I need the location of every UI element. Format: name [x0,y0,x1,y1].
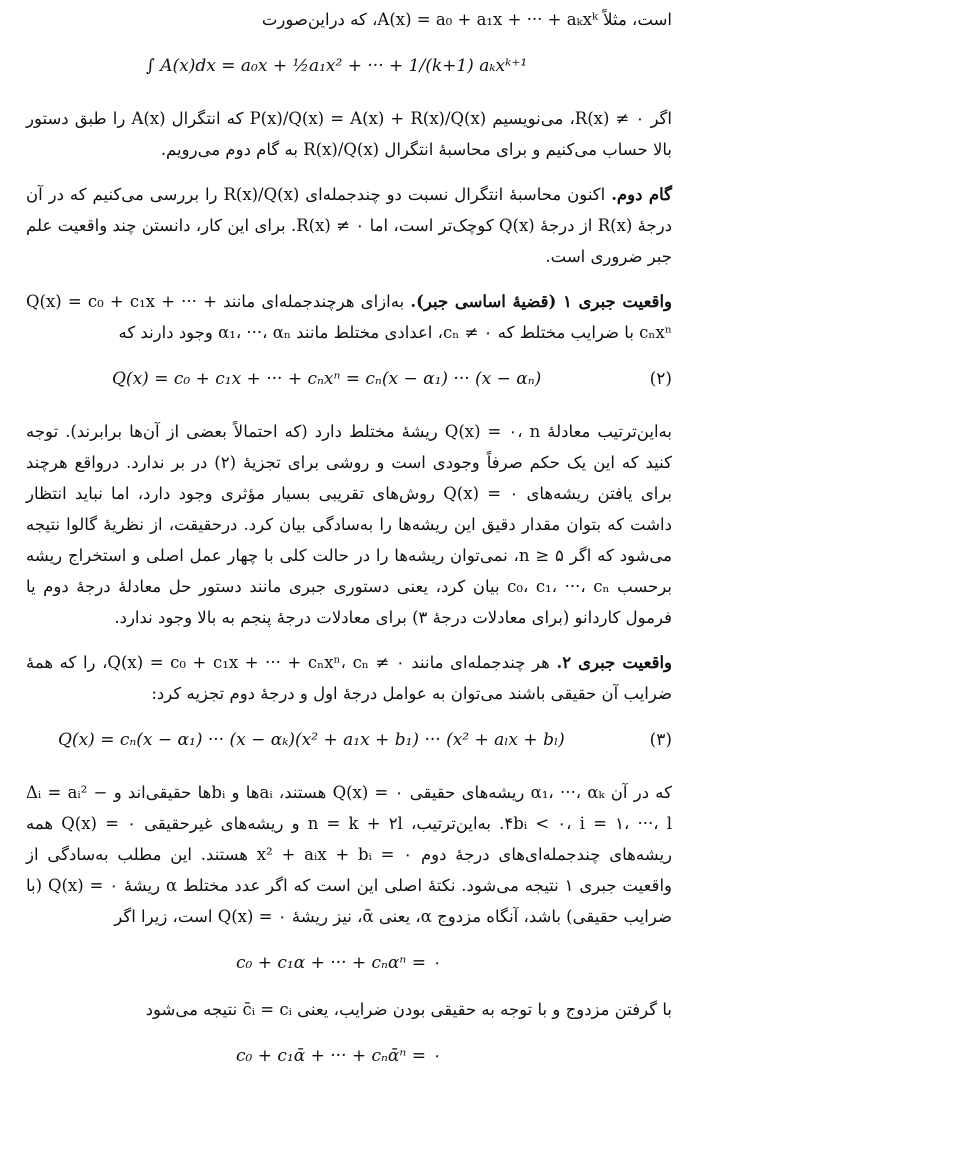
paragraph-conjugate: با گرفتن مزدوج و با توجه به حقیقی بودن ضرایب، یعنی c̄ᵢ = cᵢ نتیجه می‌شود [145,1000,672,1019]
equation-integral-text: ∫ A(x)dx = a₀x + ½a₁x² + ··· + 1/(k+1) aₖxᵏ⁺¹ [146,56,528,76]
paragraph-fact-one [26,286,672,348]
fact-one-heading: واقعیت جبری ۱ (قضیهٔ اساسی جبر). [410,292,672,311]
step-two-heading: گام دوم. [611,185,672,204]
paragraph-remainder-line2: می‌کنیم و برای محاسبهٔ انتگرال R(x)/Q(x) به گام دوم می‌رویم. [160,140,597,159]
equation-2 [26,356,672,402]
equation-2-number: (۲) [649,369,672,389]
equation-4 [26,940,672,986]
fact-one-body: به‌ازای هرچندجمله‌ای مانند Q(x) = c₀ + c₁x + ··· + cₙxⁿ با ضرایب مختلط که cₙ ≠ ۰، اعدادی مختلط مانند α₁، ···، αₙ وجود دارند که [26,292,672,342]
equation-5 [26,1033,672,1079]
text-column [26,4,672,1079]
equation-4-text: c₀ + c₁α + ··· + cₙαⁿ = ۰ [236,953,441,973]
equation-3-text: Q(x) = cₙ(x − α₁) ··· (x − αₖ)(x² + a₁x + b₁) ··· (x² + aₗx + bₗ) [58,730,565,750]
fact-two-body: هر چندجمله‌ای مانند Q(x) = c₀ + c₁x + ··· + cₙxⁿ، cₙ ≠ ۰، را که همهٔ ضرایب آن حقیقی باشند می‌توان به عوامل درجهٔ اول و درجهٔ دوم تجزیه کرد: [26,653,672,703]
equation-3-number: (۳) [649,730,672,750]
paragraph-remainder-line1: اگر R(x) ≠ ۰، می‌نویسیم P(x)/Q(x) = A(x) + R(x)/Q(x) که انتگرال A(x) را طبق دستور بالا حساب [26,109,672,159]
fact-two-heading: واقعیت جبری ۲. [556,653,673,672]
paragraph-galois: به‌این‌ترتیب معادلهٔ Q(x) = ۰، n ریشهٔ مختلط دارد (که احتمالاً بعضی از آن‌ها برابرند). توجه کنید که این یک حکم صرفاً وجودی است و روشی برای تجزیهٔ (۲) در بر ندارد. درواقع هرچند برای یافتن ریشه‌های Q(x) = ۰ روش‌های تقریبی بسیار مؤثری وجود دارد، اما نباید انتظار داشت که بتوان مقدار دقیق این ریشه‌ها را به‌سادگی بیان کرد. درحقیقت، از نظریهٔ گالوا نتیجه می‌شود که اگر n ≥ ۵، نمی‌توان ریشه‌ها را در حالت کلی با چهار عمل اصلی و استخراج ریشه برحسب c₀، c₁، ···، cₙ بیان کرد، یعنی دستوری جبری مانند دستور حل معادلهٔ درجهٔ دوم یا فرمول کاردانو (برای معادلات درجهٔ ۳) برای معادلات درجهٔ پنجم به بالا وجود ندارد. [26,422,673,627]
paragraph-remainder [26,103,672,165]
equation-3 [26,717,672,763]
equation-2-text: Q(x) = c₀ + c₁x + ··· + cₙxⁿ = cₙ(x − α₁) ··· (x − αₙ) [112,369,542,389]
paragraph-intro: است، مثلاً A(x) = a₀ + a₁x + ··· + aₖxᵏ، که دراین‌صورت [261,10,672,29]
step-two-body: اکنون محاسبهٔ انتگرال نسبت دو چندجمله‌ای R(x)/Q(x) را بررسی می‌کنیم که در آن درجهٔ R(x) از درجهٔ Q(x) کوچک‌تر است، اما R(x) ≠ ۰. برای این کار، دانستن چند واقعیت علم جبر ضروری است. [26,185,673,266]
paragraph-real-roots: که در آن α₁، ···، αₖ ریشه‌های حقیقی Q(x) = ۰ هستند، aᵢها و bᵢها حقیقی‌اند و Δᵢ = aᵢ² − ۴bᵢ < ۰، i = ۱، ···، l. به‌این‌ترتیب، n = k + ۲l و ریشه‌های غیرحقیقی Q(x) = ۰ همه ریشه‌های چندجمله‌ای‌های درجهٔ دوم x² + aᵢx + bᵢ = ۰ هستند. این مطلب به‌سادگی از واقعیت جبری ۱ نتیجه می‌شود. نکتهٔ اصلی این است که اگر عدد مختلط α ریشهٔ Q(x) = ۰ (با ضرایب حقیقی) باشد، آنگاه مزدوج α، یعنی ᾱ، نیز ریشهٔ Q(x) = ۰ است، زیرا اگر [26,783,673,926]
equation-5-text: c₀ + c₁ᾱ + ··· + cₙᾱⁿ = ۰ [236,1046,441,1066]
paragraph-step-two [26,179,672,272]
equation-integral [26,43,672,89]
paragraph-fact-two [26,647,672,709]
